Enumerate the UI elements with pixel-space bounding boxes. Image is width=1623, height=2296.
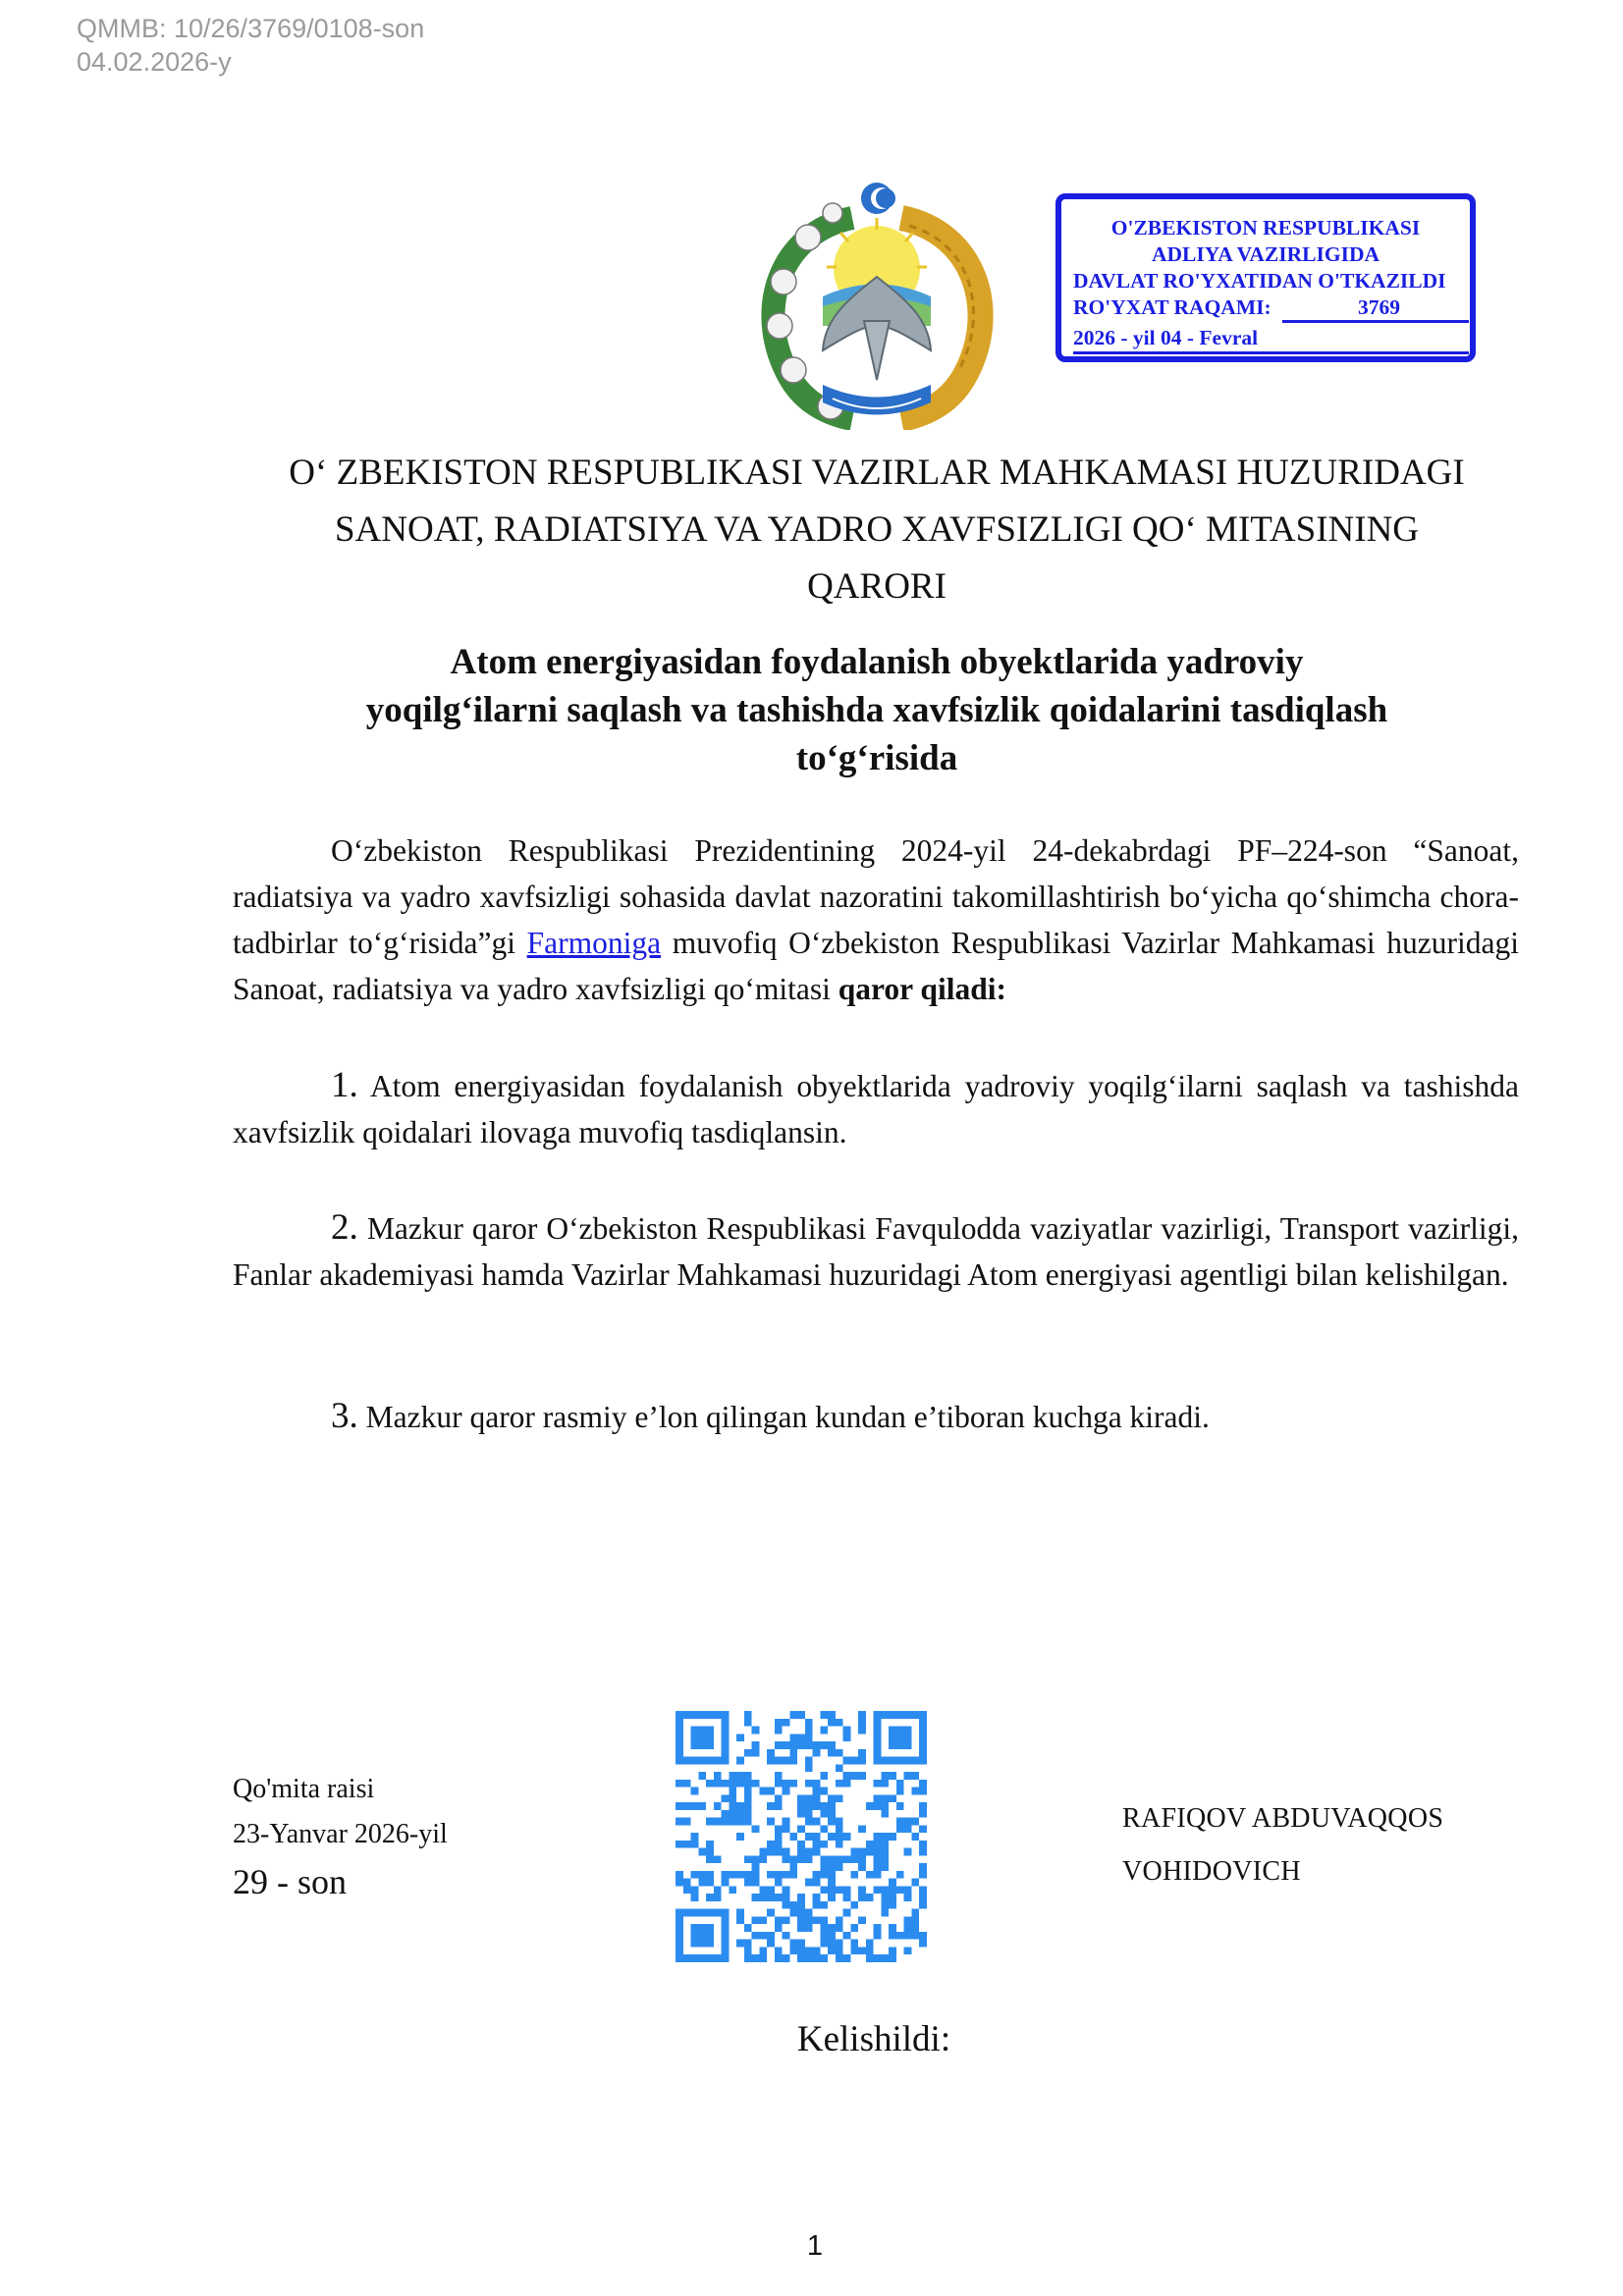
registration-line-2: ADLIYA VAZIRLIGIDA <box>1151 242 1380 266</box>
registration-number-value: 3769 <box>1358 295 1400 319</box>
item-number: 2. <box>331 1207 358 1248</box>
reference-date: 04.02.2026-y <box>77 47 232 77</box>
registration-stamp <box>1055 193 1476 362</box>
preamble-text-continued: muvofiq Oʻzbekiston Respublikasi Vazirlar Mahkamasi huzuridagi Sanoat, radiatsiya va yadro xavfsizligi qoʻmitasi <box>233 926 1519 1006</box>
title-line-3: QARORI <box>807 566 947 607</box>
state-emblem-icon <box>754 179 1000 430</box>
registration-date-rule <box>1073 351 1469 354</box>
preamble-text: Oʻzbekiston Respublikasi Prezidentining 2024-yil 24-dekabrdagi PF–224-son “Sanoat, radiatsiya va yadro xavfsizligi sohasida davlat nazoratini takomillashtirish boʻyicha qoʻshimcha chora-tadbirlar toʻgʻrisida”gi <box>233 833 1519 960</box>
preamble-paragraph <box>233 828 1519 1012</box>
signer-name-line-1: RAFIQOV ABDUVAQQOS <box>1122 1803 1444 1834</box>
list-item <box>233 1062 1519 1155</box>
title-line-2: SANOAT, RADIATSIYA VA YADRO XAVFSIZLIGI QOʻ MITASINING <box>334 509 1420 550</box>
signer-name <box>1122 1792 1443 1898</box>
registration-line-1: O'ZBEKISTON RESPUBLIKASI <box>1110 216 1421 240</box>
subject-line-1: Atom energiyasidan foydalanish obyektlarida yadroviy <box>450 642 1304 682</box>
signer-name-line-2: VOHIDOVICH <box>1122 1856 1301 1887</box>
preamble-resolution: qaror qiladi: <box>838 972 1006 1006</box>
document-title <box>226 445 1528 615</box>
subject-line-2: yoqilgʻilarni saqlash va tashishda xavfsizlik qoidalarini tasdiqlash <box>365 690 1388 730</box>
farmoniga-link[interactable]: Farmoniga <box>526 926 662 960</box>
item-number: 3. <box>331 1396 358 1436</box>
subject-line-3: toʻgʻrisida <box>795 738 958 778</box>
title-line-1: Oʻ ZBEKISTON RESPUBLIKASI VAZIRLAR MAHKAMASI HUZURIDAGI <box>289 453 1465 493</box>
item-text: Mazkur qaror rasmiy e’lon qilingan kundan e’tiboran kuchga kiradi. <box>365 1400 1210 1434</box>
item-number: 1. <box>331 1065 358 1105</box>
item-text: Mazkur qaror Oʻzbekiston Respublikasi Favqulodda vaziyatlar vazirligi, Transport vazirligi, Fanlar akademiyasi hamda Vazirlar Mahkamasi huzuridagi Atom energiyasi agentligi bilan kelishilgan. <box>233 1211 1519 1292</box>
document-subject <box>295 638 1459 782</box>
registration-number-label: RO'YXAT RAQAMI: <box>1073 295 1271 319</box>
registration-line-3: DAVLAT RO'YXATIDAN O'TKAZILDI <box>1073 269 1446 293</box>
reference-number: QMMB: 10/26/3769/0108-son <box>77 14 425 43</box>
registration-date: 2026 - yil 04 - Fevral <box>1073 326 1259 349</box>
document-number: 29 - son <box>233 1862 347 1901</box>
qr-code-icon <box>676 1711 927 1962</box>
page-number: 1 <box>806 2230 824 2262</box>
list-item <box>233 1204 1519 1298</box>
registration-number-rule <box>1282 320 1469 323</box>
signer-position: Qo'mita raisi <box>233 1774 375 1804</box>
agreed-label: Kelishildi: <box>796 2019 951 2059</box>
item-text: Atom energiyasidan foydalanish obyektlarida yadroviy yoqilgʻilarni saqlash va tashishda xavfsizlik qoidalari ilovaga muvofiq tasdiqlansin. <box>233 1069 1519 1149</box>
signature-details <box>233 1767 448 1906</box>
document-reference-stamp <box>77 12 424 79</box>
signature-date: 23-Yanvar 2026-yil <box>233 1819 448 1849</box>
list-item <box>233 1393 1519 1440</box>
